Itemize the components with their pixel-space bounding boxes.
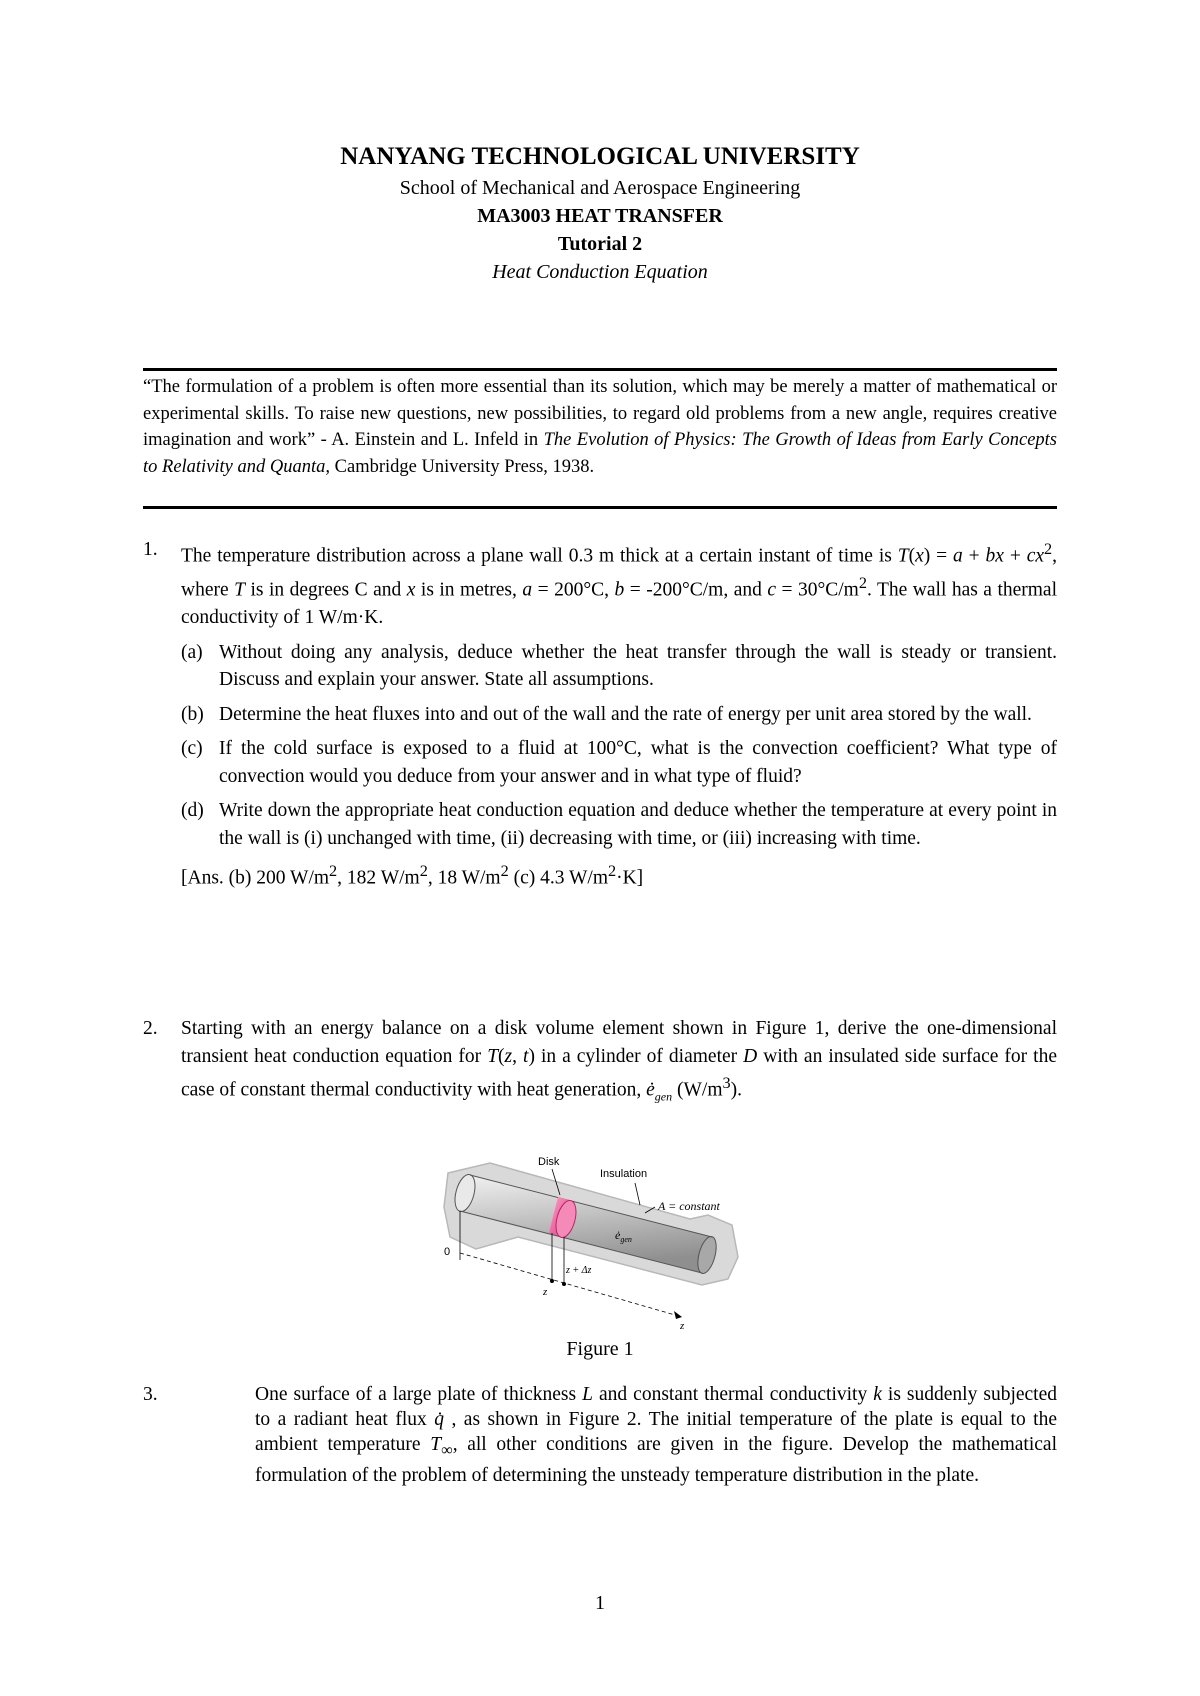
subpart-label: (a) xyxy=(181,641,203,663)
figure-1-cylinder-diagram xyxy=(440,1145,780,1330)
question-3 xyxy=(143,1382,1057,1488)
origin-label: 0 xyxy=(444,1246,451,1258)
question-2 xyxy=(143,1015,1057,1111)
subpart-label: (b) xyxy=(181,703,204,725)
university-name: NANYANG TECHNOLOGICAL UNIVERSITY xyxy=(340,143,860,170)
subpart-text: If the cold surface is exposed to a fluid at 100°C, what is the convection coefficient? What type of convection would you deduce from your answer and in what type of fluid? xyxy=(219,738,1057,787)
disk-label: Disk xyxy=(538,1156,560,1168)
area-label: A = constant xyxy=(658,1199,720,1213)
course-title: MA3003 HEAT TRANSFER xyxy=(477,205,723,227)
subpart-text: Without doing any analysis, deduce whether the heat transfer through the wall is steady or transient. Discuss and explain your answer. State all assumptions. xyxy=(219,641,1057,690)
quote-text: “The formulation of a problem is often more essential than its solution, which may be merely a matter of mathematical or experimental skills. To raise new questions, new possibilities, to regard old problems from a new angle, requires creative imagination and work” - A. Einstein and L. Infeld in xyxy=(143,377,1057,450)
quote-publisher: Cambridge University Press, 1938. xyxy=(334,456,595,477)
question-3-stem: One surface of a large plate of thickness L and constant thermal conductivity k is suddenly subjected to a radiant heat flux q̇ , as shown in Figure 2. The initial temperature of the plate is equal to the ambient temperature $T_\infty$, all other conditions are given in the figure. Develop the mathematical formulation of the problem of determining the unsteady temperature distribution in the plate. xyxy=(255,1384,1058,1486)
question-1a xyxy=(181,639,1057,694)
question-1-stem: The temperature distribution across a plane wall 0.3 m thick at a certain instant of time is T(x) = a + bx + $cx^2$, where T is in degrees C and x is in metres, a = 200°C, b = -200°C/m, and $c = 30^\circ C/m^2$. The wall has a thermal conductivity of 1 W/m·K. xyxy=(181,540,1058,628)
subpart-label: (c) xyxy=(181,738,203,759)
tutorial-topic: Heat Conduction Equation xyxy=(492,261,708,283)
quote-book-title: The Evolution of Physics: The Growth of Ideas from Early Concepts to Relativity and Quanta, xyxy=(143,430,1057,477)
question-1d xyxy=(181,797,1057,852)
quote-top-rule xyxy=(143,368,1057,371)
axis-z-label: z xyxy=(680,1320,685,1330)
figure-1-caption: Figure 1 xyxy=(566,1338,634,1360)
question-1-answers: [Ans. (b) 200 $W/m^2$, 182 $W/m^2$, 18 $W/m^2$ (c) 4.3 $W/m^2\cdot K$] xyxy=(181,862,644,889)
question-1c xyxy=(181,735,1057,790)
z-label: z xyxy=(543,1286,548,1298)
quote-bottom-rule xyxy=(143,506,1057,509)
subpart-label: (d) xyxy=(181,800,204,821)
question-1 xyxy=(143,536,1057,892)
question-1b xyxy=(181,701,1057,729)
subpart-text: Write down the appropriate heat conduction equation and deduce whether the temperature at every point in the wall is (i) unchanged with time, (ii) decreasing with time, or (iii) increasing with time. xyxy=(219,800,1057,849)
question-number: 1. xyxy=(143,539,158,560)
einstein-quote xyxy=(143,374,1057,480)
subpart-text: Determine the heat fluxes into and out of the wall and the rate of energy per unit area stored by the wall. xyxy=(219,703,1032,725)
school-name: School of Mechanical and Aerospace Engineering xyxy=(399,177,801,199)
question-number: 2. xyxy=(143,1018,158,1039)
page-number: 1 xyxy=(595,1592,605,1614)
question-number: 3. xyxy=(143,1384,158,1405)
question-2-stem: Starting with an energy balance on a disk volume element shown in Figure 1, derive the one-dimensional transient heat conduction equation for T(z, t) in a cylinder of diameter D with an insulated side surface for the case of constant thermal conductivity with heat generation, $ė_{gen}$ $(W/m^3)$. xyxy=(181,1018,1058,1104)
egen-label: $ė_{gen}$ xyxy=(615,1228,632,1244)
tutorial-title: Tutorial 2 xyxy=(557,233,643,255)
insulation-label: Insulation xyxy=(600,1168,648,1180)
document-header xyxy=(0,142,1200,286)
z-plus-dz-label: z + Δz xyxy=(566,1265,592,1276)
